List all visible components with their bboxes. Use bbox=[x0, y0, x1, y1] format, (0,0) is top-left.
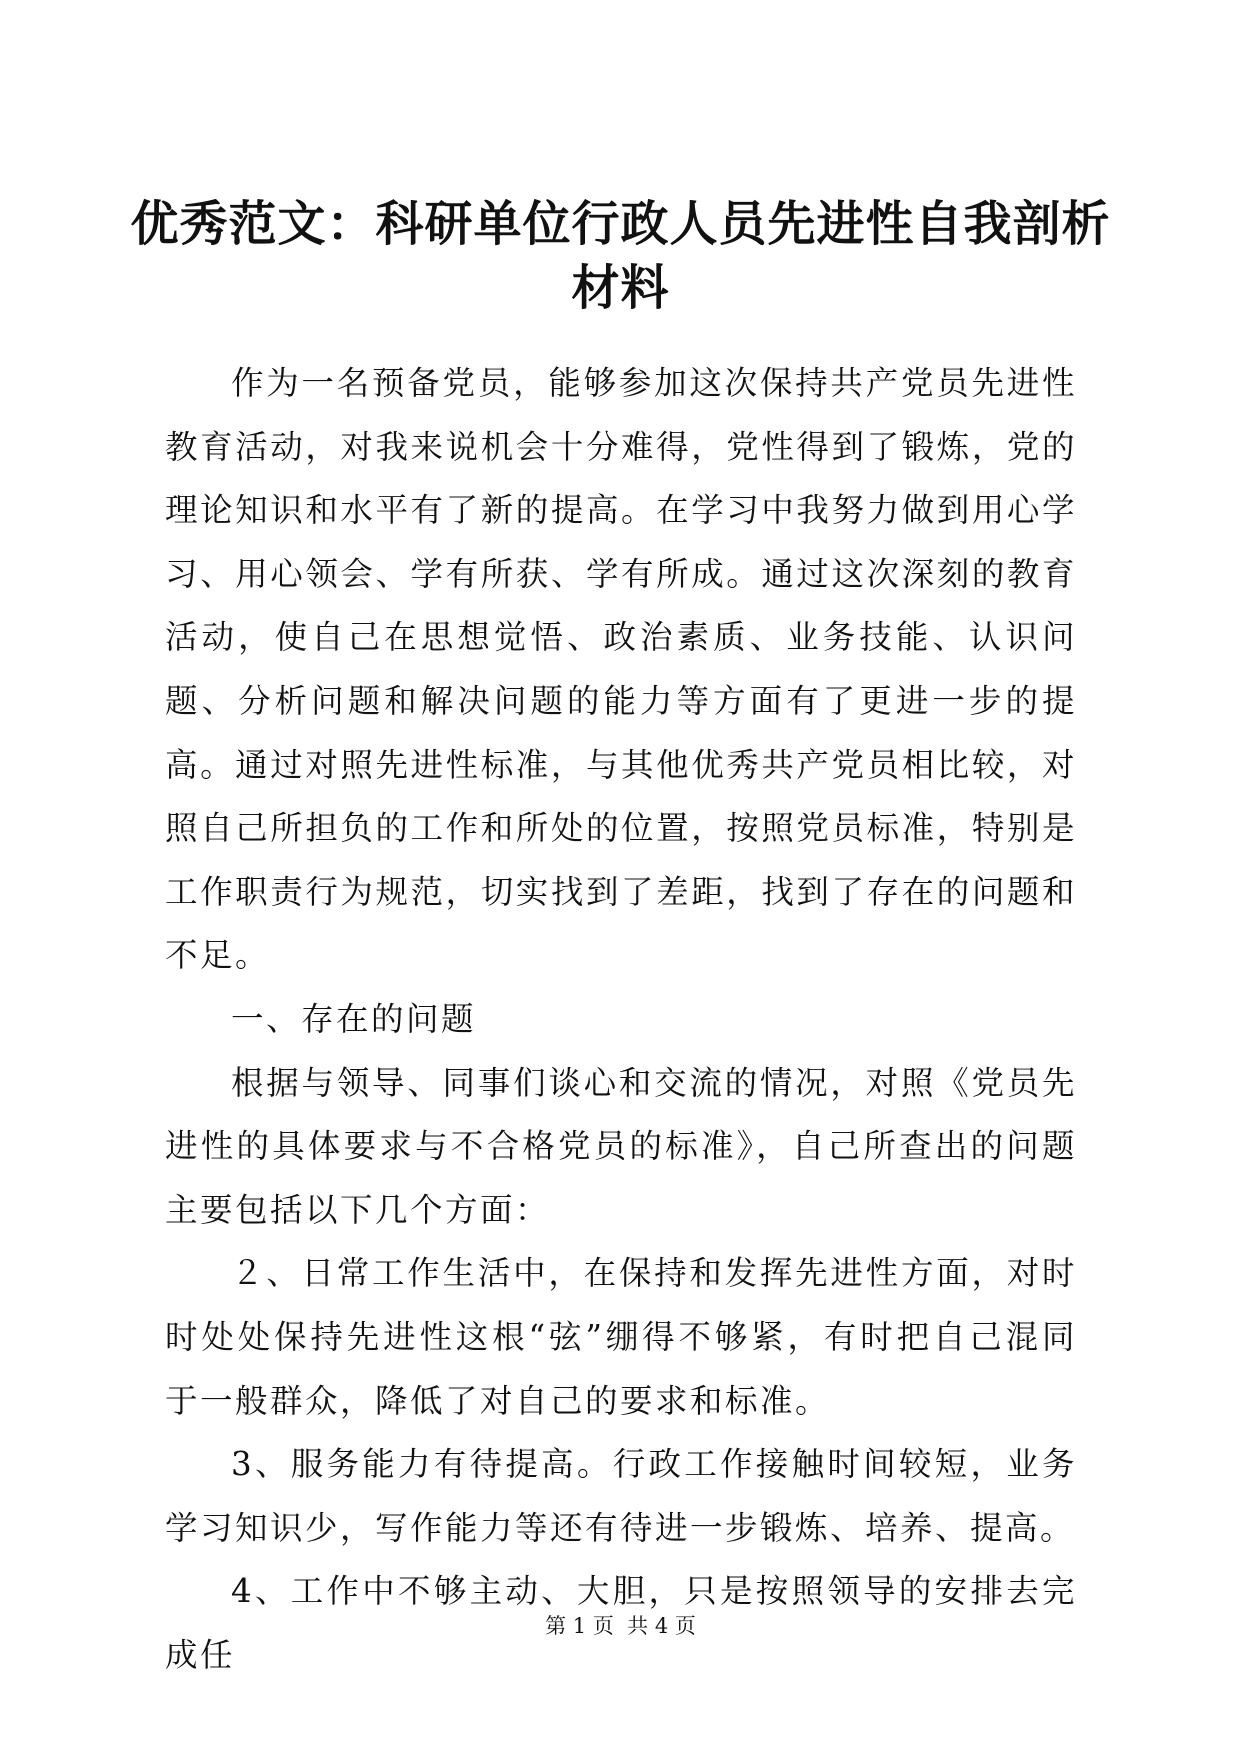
document-body bbox=[165, 352, 1077, 1687]
section-heading: 一、存在的问题 bbox=[231, 999, 477, 1038]
problem-item-4: 4、工作中不够主动、大胆，只是按照领导的安排去完成任 bbox=[165, 1572, 1077, 1674]
problems-intro-paragraph: 根据与领导、同事们谈心和交流的情况，对照《党员先进性的具体要求与不合格党员的标准》，自己所查出的问题主要包括以下几个方面： bbox=[165, 1063, 1077, 1229]
problem-item-2: ２、日常工作生活中，在保持和发挥先进性方面，对时时处处保持先进性这根“弦”绷得不够紧，有时把自己混同于一般群众，降低了对自己的要求和标准。 bbox=[165, 1254, 1077, 1420]
document-title bbox=[130, 192, 1111, 320]
intro-paragraph: 作为一名预备党员，能够参加这次保持共产党员先进性教育活动，对我来说机会十分难得，党性得到了锻炼，党的理论知识和水平有了新的提高。在学习中我努力做到用心学习、用心领会、学有所获、学有所成。通过这次深刻的教育活动，使自己在思想觉悟、政治素质、业务技能、认识问题、分析问题和解决问题的能力等方面有了更进一步的提高。通过对照先进性标准，与其他优秀共产党员相比较，对照自己所担负的工作和所处的位置，按照党员标准，特别是工作职责行为规范，切实找到了差距，找到了存在的问题和不足。 bbox=[165, 364, 1077, 975]
title-line-2: 材料 bbox=[571, 260, 670, 316]
problem-item-3: 3、服务能力有待提高。行政工作接触时间较短，业务学习知识少，写作能力等还有待进一步锻炼、培养、提高。 bbox=[165, 1445, 1077, 1547]
page-footer bbox=[0, 1612, 1241, 1640]
page-number: 第 1 页 共 4 页 bbox=[545, 1614, 696, 1638]
title-line-1: 优秀范文：科研单位行政人员先进性自我剖析 bbox=[130, 196, 1111, 252]
